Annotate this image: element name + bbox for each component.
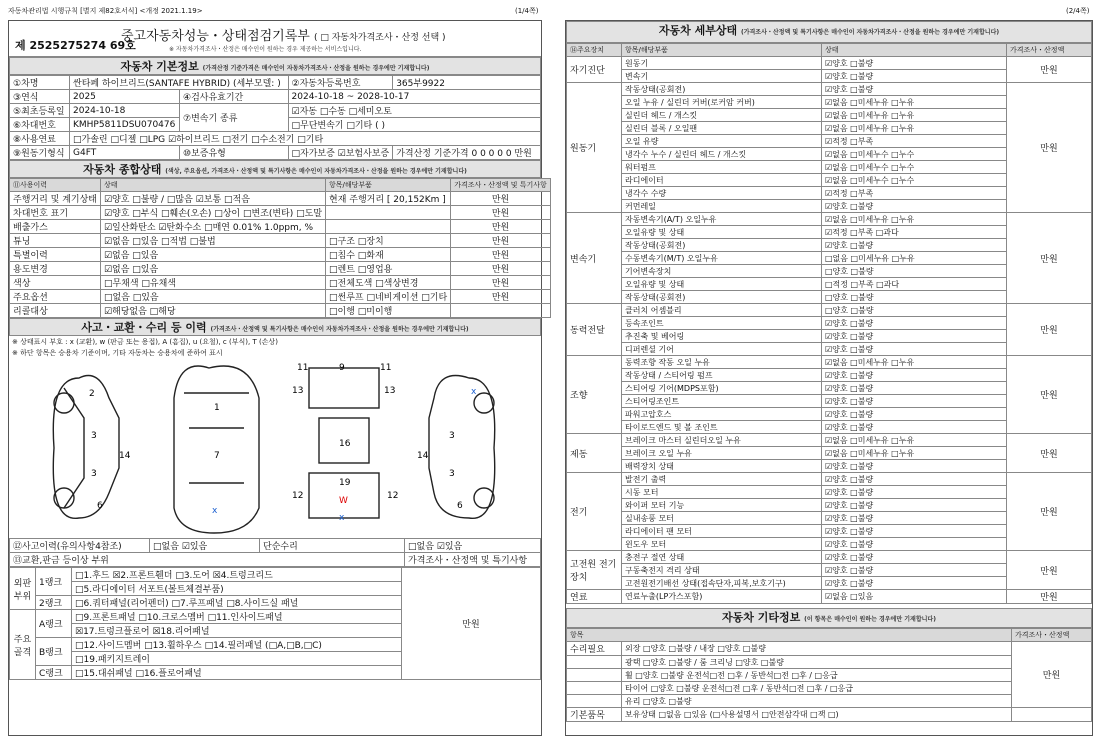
car-right-side-icon xyxy=(417,376,495,519)
detail-state: ☑양호 □불량 xyxy=(822,473,1007,486)
detail-item: 추진축 및 베어링 xyxy=(622,330,822,343)
detail-item: 냉각수 누수 / 실린더 헤드 / 개스킷 xyxy=(622,148,822,161)
svg-text:14: 14 xyxy=(417,451,429,461)
detail-state: ☑없음 □미세누수 □누수 xyxy=(822,148,1007,161)
detail-item: 시동 모터 xyxy=(622,486,822,499)
overall-cell xyxy=(326,220,451,234)
other-item: 휠 □양호 □불량 운전석□전 □후 / 동반석□전 □후 / □응급 xyxy=(622,669,1012,682)
overall-cell: □렌트 □영업용 xyxy=(326,262,451,276)
overall-cell: 만원 xyxy=(451,192,551,206)
car-diagram xyxy=(9,358,541,538)
detail-group: 변속기 xyxy=(567,213,622,304)
svg-text:11: 11 xyxy=(297,363,309,373)
accident-table: ⑫사고이력(유의사항4참조) □없음 ☑있음 단순수리 □없음 ☑있음 ⑬교환,판금 등이상 부위 가격조사・산정액 및 특기사항 xyxy=(9,538,541,567)
detail-item: 스티어링 기어(MDPS포함) xyxy=(622,382,822,395)
detail-group: 전기 xyxy=(567,473,622,551)
detail-state: ☑양호 □불량 xyxy=(822,395,1007,408)
detail-state: ☑양호 □불량 xyxy=(822,408,1007,421)
detail-item: 구동축전지 격리 상태 xyxy=(622,564,822,577)
overall-cell: ☑해당없음 □해당 xyxy=(100,304,325,318)
accident-legend-2: ※ 하단 항목은 승용차 기준이며, 기타 자동차는 승용차에 준하여 표시 xyxy=(12,349,223,357)
other-row xyxy=(567,642,1092,656)
detail-state: ☑없음 □있음 xyxy=(822,590,1007,604)
detail-state: ☑양호 □불량 xyxy=(822,330,1007,343)
basic-info-table: ①차명 싼타페 하이브리드(SANTAFE HYBRID) (세부모델: ) ②자동차등록번호 365부9922 ③연식 2025 ④검사유효기간 2024-10-18 ~ 2028-10-17 ⑤최초등록일 2024-10-18 ⑦변속기 종류 ☑자동 □수동 □세미오토 ⑥차대번호 KMHP5811DSU070476 □무단변속기 □기타 ( ) ⑧사용연료 □가솔린 □디젤 □LPG ☑하이브리드 □전기 □수소전기 □기타 ⑨원동기형식 G4FT ⑩보증유형 □자가보증 ☑보험사보증 가격산정 기준가격 0 0 0 0 0 만원 xyxy=(9,75,541,160)
detail-row xyxy=(567,551,1092,564)
svg-text:x: x xyxy=(471,387,477,397)
overall-header: 자동차 종합상태 (색상, 주요옵션, 가격조사・산정액 및 특기사항은 매수인이 자동차가격조사・산정을 원하는 경우에만 기재합니다) xyxy=(9,160,541,178)
p1-title-note: ※ 자동차가격조사・산정은 매수인이 원하는 경우 제공하는 서비스입니다. xyxy=(169,46,362,53)
detail-item: 오일 유량 xyxy=(622,135,822,148)
other-group: 수리필요 xyxy=(567,642,622,656)
detail-state: ☑없음 □미세누유 □누유 xyxy=(822,447,1007,460)
overall-cell: 주요옵션 xyxy=(10,290,101,304)
overall-row xyxy=(10,290,551,304)
detail-price: 만원 xyxy=(1007,590,1092,604)
overall-table: ⑪사용이력 상태 항목/해당부품 가격조사・산정액 및 특기사항 주행거리 및 계기상태 ☑양호 □불량 / □많음 ☑보통 □적음 현재 주행거리 [ 20,152Km ] 만원 차대번호 표기 ☑양호 □부식 □훼손(오손) □상이 □변조(변타) □도말 만원 배출가스 ☑일산화탄소 ☑탄화수소 □매연 0.01% 1.0ppm, % 만원 튜닝 ☑없음 □있음 □적법 □불법 □구조 □장치 만원 특별이력 ☑없음 □있음 □침수 □화재 만원 용도변경 ☑없음 □있음 □렌트 □영업용 만원 색상 □무채색 □유채색 □전체도색 □색상변경 만원 주요옵션 □없음 □있음 □썬루프 □네비게이션 □기타 만원 리콜대상 ☑해당없음 □해당 □이행 □미이행 xyxy=(9,178,551,318)
overall-cell: 리콜대상 xyxy=(10,304,101,318)
svg-text:9: 9 xyxy=(339,363,345,373)
page-number-1: (1/4쪽) xyxy=(515,7,539,15)
other-group xyxy=(567,695,622,708)
other-group xyxy=(567,669,622,682)
page-2 xyxy=(565,20,1093,736)
form-reference: 자동차관리법 시행규칙 [별지 제82호서식] <개정 2021.1.19> xyxy=(8,7,203,15)
detail-item: 실린더 블록 / 오일팬 xyxy=(622,122,822,135)
other-row xyxy=(567,708,1092,722)
detail-state: ☑없음 □미세누유 □누유 xyxy=(822,109,1007,122)
overall-cell: ☑없음 □있음 □적법 □불법 xyxy=(100,234,325,248)
detail-state: ☑없음 □미세누유 □누유 xyxy=(822,122,1007,135)
svg-text:1: 1 xyxy=(214,403,220,413)
detail-state: ☑양호 □불량 xyxy=(822,564,1007,577)
frame-diagram-icon xyxy=(292,363,398,523)
detail-state: ☑없음 □미세누수 □누수 xyxy=(822,174,1007,187)
other-group xyxy=(567,656,622,669)
overall-cell: □전체도색 □색상변경 xyxy=(326,276,451,290)
detail-item: 브레이크 오일 누유 xyxy=(622,447,822,460)
svg-text:7: 7 xyxy=(214,451,220,461)
overall-cell: 만원 xyxy=(451,206,551,220)
overall-cell: □무채색 □유채색 xyxy=(100,276,325,290)
svg-text:12: 12 xyxy=(292,491,304,501)
svg-text:19: 19 xyxy=(339,478,351,488)
overall-cell: 용도변경 xyxy=(10,262,101,276)
detail-row xyxy=(567,356,1092,369)
detail-state: ☑양호 □불량 xyxy=(822,421,1007,434)
svg-text:16: 16 xyxy=(339,439,351,449)
detail-item: 원동기 xyxy=(622,57,822,70)
detail-state: ☑양호 □불량 xyxy=(822,317,1007,330)
detail-state: □양호 □불량 xyxy=(822,291,1007,304)
detail-row xyxy=(567,83,1092,96)
detail-item: 자동변속기(A/T) 오일누유 xyxy=(622,213,822,226)
detail-group: 제동 xyxy=(567,434,622,473)
detail-item: 작동상태(공회전) xyxy=(622,239,822,252)
detail-state: ☑적정 □부족 xyxy=(822,135,1007,148)
detail-item: 디퍼렌셜 기어 xyxy=(622,343,822,356)
detail-price: 만원 xyxy=(1007,304,1092,356)
overall-cell: ☑없음 □있음 xyxy=(100,262,325,276)
detail-state: ☑없음 □미세누유 □누유 xyxy=(822,213,1007,226)
detail-group: 고전원 전기장치 xyxy=(567,551,622,590)
svg-text:11: 11 xyxy=(380,363,392,373)
detail-item: 작동상태 / 스티어링 펌프 xyxy=(622,369,822,382)
other-item: 광택 □양호 □불량 / 룸 크리닝 □양호 □불량 xyxy=(622,656,1012,669)
other-table: 항목 가격조사・산정액 수리필요 외장 □양호 □불량 / 내장 □양호 □불량 만원 광택 □양호 □불량 / 룸 크리닝 □양호 □불량 휠 □양호 □불량 운전석□전 □후 / 동반석□전 □후 / □응급 타이어 □양호 □불량 운전석□전 □후 / 동반석□전 □후 / □응급 유리 □양호 □불량 기본품목 보유상태 □없음 □있음 (□사용설명서 □안전삼각대 □잭 □) xyxy=(566,628,1092,722)
detail-state: ☑양호 □불량 xyxy=(822,83,1007,96)
detail-row xyxy=(567,57,1092,70)
detail-item: 와이퍼 모터 기능 xyxy=(622,499,822,512)
overall-row xyxy=(10,220,551,234)
detail-item: 오일유량 및 상태 xyxy=(622,278,822,291)
other-item: 유리 □양호 □불량 xyxy=(622,695,1012,708)
detail-item: 동력조향 작동 오일 누유 xyxy=(622,356,822,369)
detail-item: 냉각수 수량 xyxy=(622,187,822,200)
detail-state: ☑적정 □부족 xyxy=(822,187,1007,200)
detail-state: ☑양호 □불량 xyxy=(822,200,1007,213)
overall-cell: □침수 □화재 xyxy=(326,248,451,262)
overall-cell xyxy=(451,304,551,318)
svg-text:W: W xyxy=(339,496,348,506)
detail-price: 만원 xyxy=(1007,551,1092,590)
detail-price: 만원 xyxy=(1007,434,1092,473)
car-left-side-icon xyxy=(53,376,130,519)
car-top-view-icon xyxy=(174,366,259,533)
detail-item: 작동상태(공회전) xyxy=(622,83,822,96)
svg-text:x: x xyxy=(339,513,345,523)
detail-header: 자동차 세부상태 (가격조사・산정액 및 특기사항은 매수인이 자동차가격조사・산정을 원하는 경우에만 기재합니다) xyxy=(566,21,1092,43)
detail-item: 수동변속기(M/T) 오일누유 xyxy=(622,252,822,265)
detail-item: 오일유량 및 상태 xyxy=(622,226,822,239)
doc-number: 제 2525275274 69호 xyxy=(15,39,136,52)
other-price: 만원 xyxy=(1012,642,1092,708)
detail-row xyxy=(567,590,1092,604)
detail-item: 라디에이터 팬 모터 xyxy=(622,525,822,538)
detail-group: 원동기 xyxy=(567,83,622,213)
detail-state: ☑양호 □불량 xyxy=(822,577,1007,590)
other-item: 타이어 □양호 □불량 운전석□전 □후 / 동반석□전 □후 / □응급 xyxy=(622,682,1012,695)
detail-state: ☑양호 □불량 xyxy=(822,525,1007,538)
other-header: 자동차 기타정보 (이 항목은 매수인이 원하는 경우에만 기재합니다) xyxy=(566,608,1092,628)
panel-rank-table: 외판 부위 1랭크 □1.후드 ☒2.프론트휀더 □3.도어 ☒4.트렁크리드 만원 □5.라디에이터 서포트(볼트체결부품) 2랭크 □6.쿼터패널(리어펜더) □7.루프패널 □8.사이드실 패널 주요 골격 A랭크 □9.프론트패널 □10.크로스멤버 □11.인사이드패널 ☒17.트렁크플로어 ☒18.리어패널 B랭크 □12.사이드멤버 □13.휠하우스 □14.필러패널 (□A,□B,□C) □19.패키지트레이 C랭크 □15.대쉬패널 □16.플로어패널 xyxy=(9,567,541,680)
detail-item: 고전원전기배선 상태(접속단자,피복,보호기구) xyxy=(622,577,822,590)
detail-state: ☑양호 □불량 xyxy=(822,369,1007,382)
overall-cell: 만원 xyxy=(451,290,551,304)
detail-item: 기어변속장치 xyxy=(622,265,822,278)
overall-cell: □이행 □미이행 xyxy=(326,304,451,318)
detail-table: ⑭주요장치 항목/해당부품 상태 가격조사・산정액 자기진단 원동기 ☑양호 □불량 만원 변속기 ☑양호 □불량 원동기 작동상태(공회전) ☑양호 □불량 만원 오일 누유 / 실린더 커버(로커암 커버) ☑없음 □미세누유 □누유 실린더 헤드 / 개스킷 ☑없음 □미세누유 □누유 실린더 블록 / 오일팬 ☑없음 □미세누유 □누유 오일 유량 ☑적정 □부족 냉각수 누수 / 실린더 헤드 / 개스킷 ☑없음 □미세누수 □누수 워터펌프 ☑없음 □미세누수 □누수 라디에이터 ☑없음 □미세누수 □누수 냉각수 수량 ☑적정 □부족 커먼레일 ☑양호 □불량 변속기 자동변속기(A/T) 오일누유 ☑없음 □미세누유 □누유 만원 오일유량 및 상태 ☑적정 □부족 □과다 작동상태(공회전) ☑양호 □불량 수동변속기(M/T) 오일누유 □없음 □미세누유 □누유 기어변속장치 □양호 □불량 오일유량 및 상태 □적정 □부족 □과다 작동상태(공회전) □양호 □불량 동력전달 클러치 어셈블리 □양호 □불량 만원 등속조인트 ☑양호 □불량 추진축 및 베어링 ☑양호 □불량 디퍼렌셜 기어 ☑양호 □불량 조향 동력조향 작동 오일 누유 ☑없음 □미세누유 □누유 만원 작동상태 / 스티어링 펌프 ☑양호 □불량 스티어링 기어(MDPS포함) ☑양호 □불량 스티어링조인트 ☑양호 □불량 파워고압호스 ☑양호 □불량 타이로드엔드 및 볼 조인트 ☑양호 □불량 제동 브레이크 마스터 실린더오일 누유 ☑없음 □미세누유 □누유 만원 브레이크 오일 누유 ☑없음 □미세누유 □누유 배력장치 상태 ☑양호 □불량 전기 발전기 출력 ☑양호 □불량 만원 시동 모터 ☑양호 □불량 와이퍼 모터 기능 ☑양호 □불량 실내송풍 모터 ☑양호 □불량 라디에이터 팬 모터 ☑양호 □불량 윈도우 모터 ☑양호 □불량 고전원 전기장치 충전구 절연 상태 ☑양호 □불량 만원 구동축전지 격리 상태 ☑양호 □불량 고전원전기배선 상태(접속단자,피복,보호기구) ☑양호 □불량 연료 연료누출(LP가스포함) ☑없음 □있음 만원 xyxy=(566,43,1092,604)
overall-cell: ☑양호 □불량 / □많음 ☑보통 □적음 xyxy=(100,192,325,206)
overall-cell: 현재 주행거리 [ 20,152Km ] xyxy=(326,192,451,206)
detail-state: ☑양호 □불량 xyxy=(822,70,1007,83)
overall-cell: 만원 xyxy=(451,262,551,276)
detail-state: ☑양호 □불량 xyxy=(822,512,1007,525)
accident-legend: ※ 상태표시 부호 : x (교환), w (판금 또는 용접), A (흠집), u (요철), c (부식), T (손상) xyxy=(12,338,278,346)
overall-cell: ☑양호 □부식 □훼손(오손) □상이 □변조(변타) □도말 xyxy=(100,206,325,220)
overall-row xyxy=(10,262,551,276)
detail-price: 만원 xyxy=(1007,356,1092,434)
detail-group: 연료 xyxy=(567,590,622,604)
overall-cell: 차대번호 표기 xyxy=(10,206,101,220)
page-1 xyxy=(8,20,547,736)
other-group xyxy=(567,682,622,695)
detail-row xyxy=(567,304,1092,317)
svg-text:12: 12 xyxy=(387,491,399,501)
detail-item: 배력장치 상태 xyxy=(622,460,822,473)
detail-state: ☑양호 □불량 xyxy=(822,499,1007,512)
other-item: 외장 □양호 □불량 / 내장 □양호 □불량 xyxy=(622,642,1012,656)
svg-text:6: 6 xyxy=(97,501,103,511)
overall-cell xyxy=(326,206,451,220)
detail-row xyxy=(567,473,1092,486)
overall-cell: 배출가스 xyxy=(10,220,101,234)
overall-row xyxy=(10,248,551,262)
basic-info-header: 자동차 기본정보 (가격산정 기준가격은 매수인이 자동차가격조사・산정을 원하는 경우에만 기재합니다) xyxy=(9,57,541,75)
overall-row xyxy=(10,234,551,248)
page-number-2: (2/4쪽) xyxy=(1066,7,1090,15)
detail-row xyxy=(567,213,1092,226)
p1-title: 중고자동차성능・상태점검기록부 ( □ 자동차가격조사・산정 선택 ) xyxy=(121,29,446,44)
overall-cell: 주행거리 및 계기상태 xyxy=(10,192,101,206)
detail-state: □없음 □미세누유 □누유 xyxy=(822,252,1007,265)
detail-item: 브레이크 마스터 실린더오일 누유 xyxy=(622,434,822,447)
overall-cell: □구조 □장치 xyxy=(326,234,451,248)
detail-item: 윈도우 모터 xyxy=(622,538,822,551)
detail-state: ☑양호 □불량 xyxy=(822,382,1007,395)
detail-item: 워터펌프 xyxy=(622,161,822,174)
detail-state: ☑없음 □미세누유 □누유 xyxy=(822,96,1007,109)
detail-item: 발전기 출력 xyxy=(622,473,822,486)
other-group: 기본품목 xyxy=(567,708,622,722)
detail-item: 등속조인트 xyxy=(622,317,822,330)
detail-item: 작동상태(공회전) xyxy=(622,291,822,304)
detail-group: 조향 xyxy=(567,356,622,434)
overall-cell: ☑일산화탄소 ☑탄화수소 □매연 0.01% 1.0ppm, % xyxy=(100,220,325,234)
svg-text:14: 14 xyxy=(119,451,131,461)
overall-cell: 만원 xyxy=(451,220,551,234)
detail-price: 만원 xyxy=(1007,57,1092,83)
svg-text:3: 3 xyxy=(449,431,455,441)
detail-state: ☑양호 □불량 xyxy=(822,538,1007,551)
detail-group: 동력전달 xyxy=(567,304,622,356)
overall-cell: 만원 xyxy=(451,248,551,262)
overall-cell: 색상 xyxy=(10,276,101,290)
overall-row xyxy=(10,206,551,220)
overall-cell: □없음 □있음 xyxy=(100,290,325,304)
svg-text:13: 13 xyxy=(292,386,304,396)
detail-item: 커먼레일 xyxy=(622,200,822,213)
p1-title-block xyxy=(9,21,541,57)
detail-item: 타이로드엔드 및 볼 조인트 xyxy=(622,421,822,434)
svg-text:6: 6 xyxy=(457,501,463,511)
detail-row xyxy=(567,434,1092,447)
detail-item: 클러치 어셈블리 xyxy=(622,304,822,317)
detail-group: 자기진단 xyxy=(567,57,622,83)
detail-item: 오일 누유 / 실린더 커버(로커암 커버) xyxy=(622,96,822,109)
overall-cell: ☑없음 □있음 xyxy=(100,248,325,262)
detail-state: ☑양호 □불량 xyxy=(822,486,1007,499)
detail-price: 만원 xyxy=(1007,83,1092,213)
overall-cell: 특별이력 xyxy=(10,248,101,262)
detail-state: ☑양호 □불량 xyxy=(822,460,1007,473)
detail-state: ☑없음 □미세누유 □누유 xyxy=(822,356,1007,369)
detail-item: 라디에이터 xyxy=(622,174,822,187)
detail-state: □양호 □불량 xyxy=(822,304,1007,317)
overall-cell: 튜닝 xyxy=(10,234,101,248)
svg-text:3: 3 xyxy=(91,431,97,441)
detail-state: □양호 □불량 xyxy=(822,265,1007,278)
detail-state: ☑없음 □미세누수 □누수 xyxy=(822,161,1007,174)
overall-row xyxy=(10,276,551,290)
overall-cell: 만원 xyxy=(451,234,551,248)
overall-cell: 만원 xyxy=(451,276,551,290)
detail-state: ☑양호 □불량 xyxy=(822,57,1007,70)
detail-state: ☑양호 □불량 xyxy=(822,551,1007,564)
accident-header: 사고・교환・수리 등 이력 (가격조사・산정액 및 특기사항은 매수인이 자동차가격조사・산정을 원하는 경우에만 기재합니다) xyxy=(9,318,541,336)
detail-item: 파워고압호스 xyxy=(622,408,822,421)
detail-price: 만원 xyxy=(1007,213,1092,304)
svg-text:3: 3 xyxy=(449,469,455,479)
svg-text:13: 13 xyxy=(384,386,396,396)
detail-state: ☑양호 □불량 xyxy=(822,343,1007,356)
detail-state: ☑적정 □부족 □과다 xyxy=(822,226,1007,239)
detail-item: 변속기 xyxy=(622,70,822,83)
other-item: 보유상태 □없음 □있음 (□사용설명서 □안전삼각대 □잭 □) xyxy=(622,708,1012,722)
detail-item: 실린더 헤드 / 개스킷 xyxy=(622,109,822,122)
svg-text:2: 2 xyxy=(89,389,95,399)
detail-item: 실내송풍 모터 xyxy=(622,512,822,525)
detail-state: ☑없음 □미세누유 □누유 xyxy=(822,434,1007,447)
overall-cell: □썬루프 □네비게이션 □기타 xyxy=(326,290,451,304)
detail-state: ☑양호 □불량 xyxy=(822,239,1007,252)
svg-text:3: 3 xyxy=(91,469,97,479)
detail-item: 연료누출(LP가스포함) xyxy=(622,590,822,604)
overall-row xyxy=(10,304,551,318)
detail-item: 충전구 절연 상태 xyxy=(622,551,822,564)
detail-state: □적정 □부족 □과다 xyxy=(822,278,1007,291)
overall-row xyxy=(10,192,551,206)
detail-item: 스티어링조인트 xyxy=(622,395,822,408)
svg-text:x: x xyxy=(212,506,218,516)
detail-price: 만원 xyxy=(1007,473,1092,551)
